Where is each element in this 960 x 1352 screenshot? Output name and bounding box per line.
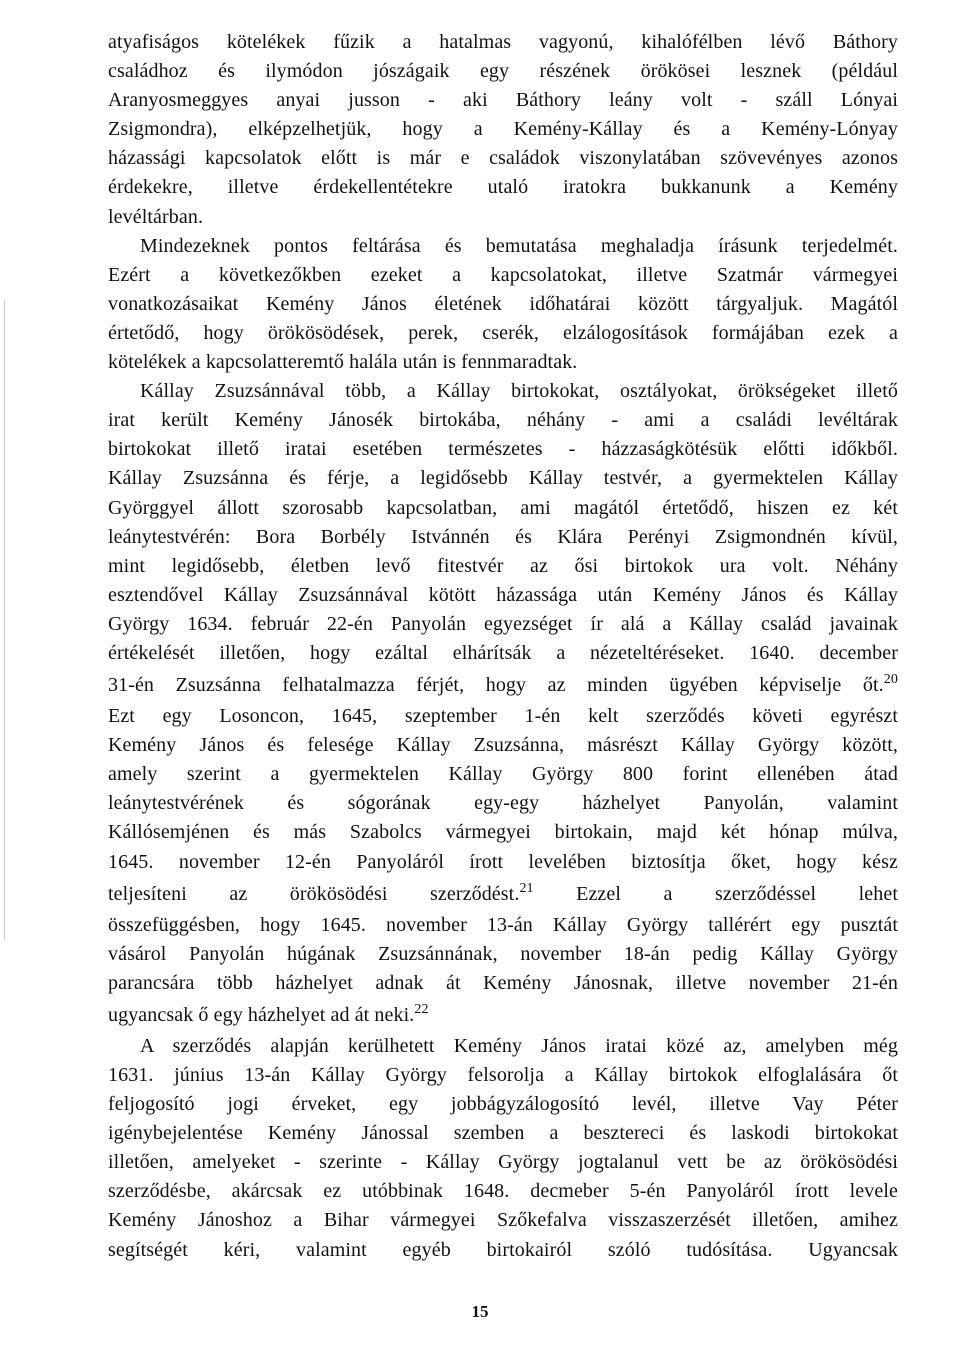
text-line: értetődő, hogy örökösödések, perek, cserék, elzálogosítások formájában ezek a (108, 321, 898, 344)
paragraph-3 (108, 377, 898, 1032)
text-line-with-footnote (108, 877, 898, 911)
scan-edge-line (4, 300, 5, 940)
text-line: leánytestvérének és sógorának egy-egy házhelyet Panyolán, valamint (108, 792, 898, 815)
text-line: összefüggésben, hogy 1645. november 13-án Kállay György tallérért egy pusztát (108, 913, 898, 936)
text-line: leánytestvérén: Bora Borbély Istvánnén és Klára Perényi Zsigmondnén kívül, (108, 525, 898, 548)
text-line: Kállay Zsuzsánna és férje, a legidősebb Kállay testvér, a gyermektelen Kállay (108, 467, 898, 490)
text-line: feljogosító jogi érveket, egy jobbágyzálogosító levél, illetve Vay Péter (108, 1093, 898, 1116)
text-line: értékelését illetően, hogy ezáltal elhárítsák a nézeteltéréseket. 1640. december (108, 641, 898, 664)
text-line: családhoz és ilymódon jószágaik egy részének örökösei lesznek (például (108, 60, 898, 83)
text-line: amely szerint a gyermektelen Kállay György 800 forint ellenében átad (108, 763, 898, 786)
paragraph-1 (108, 28, 898, 232)
footnote-ref: 20 (883, 672, 898, 688)
text-line: Kállay Zsuzsánnával több, a Kállay birtokokat, osztályokat, örökségeket illető (140, 380, 898, 403)
text-line-with-footnote (108, 668, 898, 702)
text-line: kötelékek a kapcsolatteremtő halála után is fennmaradtak. (108, 351, 578, 374)
text-line: Zsigmondra), elképzelhetjük, hogy a Kemény-Kállay és a Kemény-Lónyay (108, 118, 898, 141)
text-line: Kemény János és felesége Kállay Zsuzsánna, másrészt Kállay György között, (108, 734, 898, 757)
page-number: 15 (471, 1302, 489, 1321)
footnote-ref: 21 (519, 880, 534, 896)
text-line: irat került Kemény Jánosék birtokába, néhány - ami a családi levéltárak (108, 409, 898, 432)
text-run: Ezzel a szerződéssel lehet (533, 882, 898, 905)
text-line: A szerződés alapján kerülhetett Kemény János iratai közé az, amelyben még (140, 1034, 898, 1057)
text-line: Ezért a következőkben ezeket a kapcsolatokat, illetve Szatmár vármegyei (108, 263, 898, 286)
text-line: levéltárban. (108, 205, 204, 228)
text-run: ugyancsak ő egy házhelyet ad át neki. (108, 1003, 415, 1026)
text-line: Kállósemjénen és más Szabolcs vármegyei birtokain, majd két hónap múlva, (108, 821, 898, 844)
text-line: atyafiságos kötelékek fűzik a hatalmas vagyonú, kihalófélben lévő Báthory (108, 31, 898, 53)
text-line: Aranyosmeggyes anyai jusson - aki Báthory leány volt - száll Lónyai (108, 89, 898, 112)
text-line: vásárol Panyolán húgának Zsuzsánnának, november 18-án pedig Kállay György (108, 942, 898, 965)
text-run: teljesíteni az örökösödési szerződést. (108, 882, 520, 905)
text-line: mint legidősebb, életben levő fitestvér az ősi birtokok ura volt. Néhány (108, 554, 898, 577)
text-line: Györggyel állott szorosabb kapcsolatban, ami magától értetődő, hiszen ez két (108, 496, 898, 519)
text-line: vonatkozásaikat Kemény János életének időhatárai között tárgyaljuk. Magától (108, 292, 898, 315)
text-line: György 1634. február 22-én Panyolán egyezséget ír alá a Kállay család javainak (108, 612, 898, 635)
text-line: érdekekre, illetve érdekellentétekre utaló iratokra bukkanunk a Kemény (108, 176, 898, 199)
document-page (108, 28, 898, 1265)
text-line: szerződésbe, akárcsak ez utóbbinak 1648. decmeber 5-én Panyoláról írott levele (108, 1180, 898, 1203)
text-line-with-footnote (108, 998, 898, 1032)
text-line: Ezt egy Losoncon, 1645, szeptember 1-én kelt szerződés követi egyrészt (108, 705, 898, 728)
footnote-ref: 22 (414, 1001, 429, 1017)
text-line: házassági kapcsolatok előtt is már e családok viszonylatában szövevényes azonos (108, 147, 898, 170)
paragraph-4 (108, 1032, 898, 1265)
text-line: 1645. november 12-én Panyoláról írott levelében biztosítja őket, hogy kész (108, 850, 898, 873)
text-line: parancsára több házhelyet adnak át Kemény Jánosnak, illetve november 21-én (108, 971, 898, 994)
text-line: segítségét kéri, valamint egyéb birtokairól szóló tudósítása. Ugyancsak (108, 1238, 898, 1261)
text-line: Kemény Jánoshoz a Bihar vármegyei Szőkefalva visszaszerzését illetően, amihez (108, 1209, 898, 1232)
text-line: birtokokat illető iratai esetében természetes - házzaságkötésük előtti időkből. (108, 438, 898, 461)
text-line: 1631. június 13-án Kállay György felsorolja a Kállay birtokok elfoglalására őt (108, 1064, 898, 1086)
text-run: 31-én Zsuzsánna felhatalmazza férjét, hogy az minden ügyében képviselje őt. (108, 674, 884, 697)
text-line: Mindezeknek pontos feltárása és bemutatása meghaladja írásunk terjedelmét. (140, 234, 898, 257)
text-line: igénybejelentése Kemény Jánossal szemben a besztereci és laskodi birtokokat (108, 1122, 898, 1145)
text-line: illetően, amelyeket - szerinte - Kállay György jogtalanul vett be az örökösödési (108, 1151, 898, 1174)
text-line: esztendővel Kállay Zsuzsánnával kötött házassága után Kemény János és Kállay (108, 583, 898, 606)
paragraph-2 (108, 232, 898, 377)
